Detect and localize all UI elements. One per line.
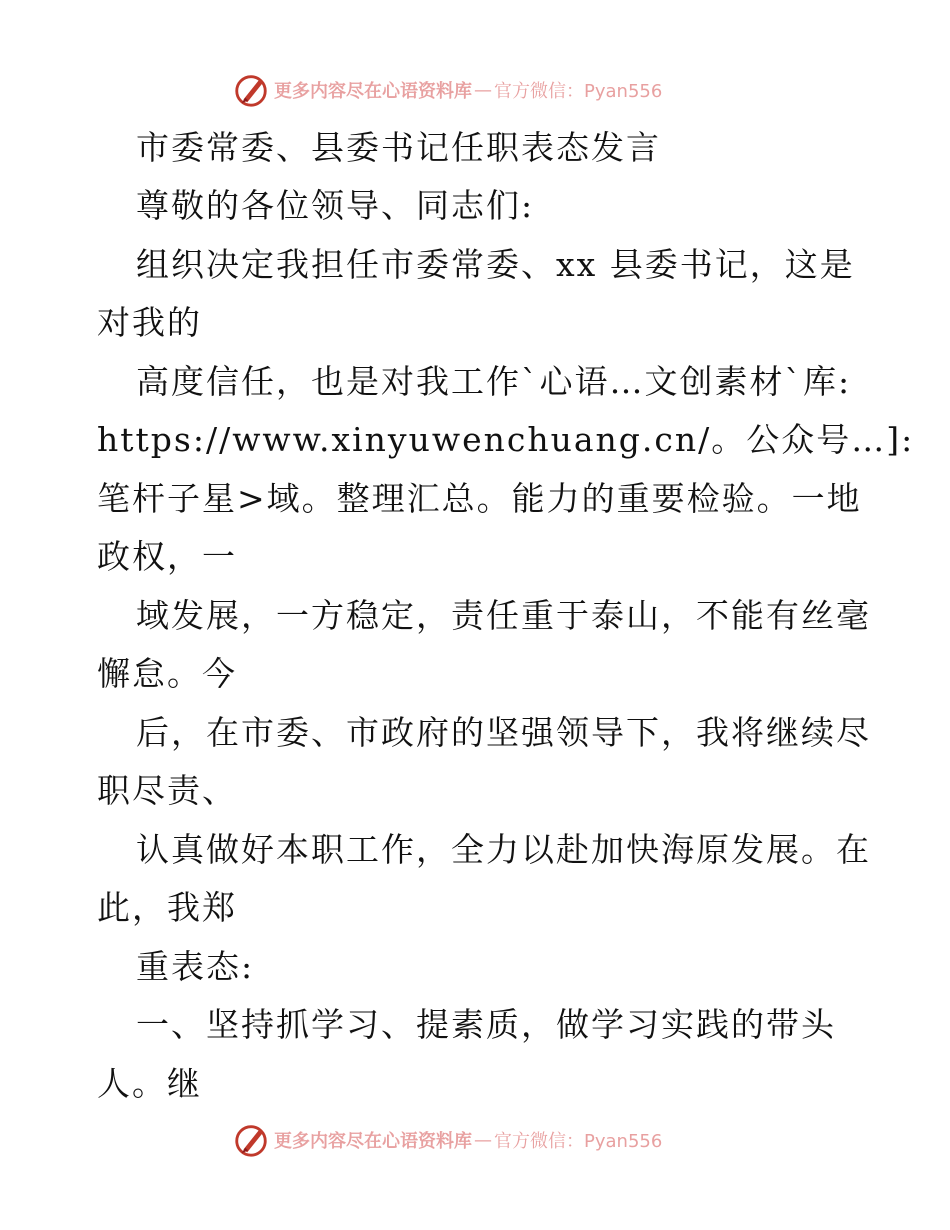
paragraph-line: 此，我郑 (97, 888, 237, 927)
watermark-main-text: 更多内容尽在心语资料库 (274, 81, 472, 102)
paragraph-line: 组织决定我担任市委常委、xx 县委书记，这是 (136, 245, 855, 284)
paragraph-line: 政权，一 (97, 537, 237, 576)
watermark-separator: — (474, 1129, 492, 1151)
paragraph-line: 笔杆子星>域。整理汇总。能力的重要检验。一地 (97, 479, 862, 518)
paragraph-line: 高度信任，也是对我工作`心语…文创素材`库: (136, 362, 852, 401)
brush-pen-logo-icon (232, 1121, 270, 1159)
watermark-wechat-text: 官方微信：Pyan556 (494, 81, 663, 102)
paragraph-line: 懈怠。今 (97, 654, 237, 693)
document-title: 市委常委、县委书记任职表态发言 (136, 128, 661, 167)
watermark-wechat-text: 官方微信：Pyan556 (494, 1131, 663, 1152)
paragraph-line: https://www.xinyuwenchuang.cn/。公众号…]: (97, 420, 915, 459)
watermark-main-text: 更多内容尽在心语资料库 (274, 1131, 472, 1152)
section-heading-line: 一、坚持抓学习、提素质，做学习实践的带头 (136, 1005, 836, 1044)
paragraph-line: 人。继 (97, 1064, 202, 1103)
paragraph-line: 后，在市委、市政府的坚强领导下，我将继续尽 (136, 713, 871, 752)
watermark-separator: — (474, 79, 492, 101)
header-watermark (232, 70, 662, 110)
brush-pen-logo-icon (232, 71, 270, 109)
salutation: 尊敬的各位领导、同志们: (136, 186, 535, 225)
paragraph-line: 职尽责、 (97, 771, 237, 810)
paragraph-line: 认真做好本职工作，全力以赴加快海原发展。在 (136, 830, 871, 869)
paragraph-line: 域发展，一方稳定，责任重于泰山，不能有丝毫 (136, 596, 871, 635)
paragraph-line: 对我的 (97, 303, 202, 342)
footer-watermark (232, 1120, 662, 1160)
paragraph-line: 重表态: (136, 947, 255, 986)
